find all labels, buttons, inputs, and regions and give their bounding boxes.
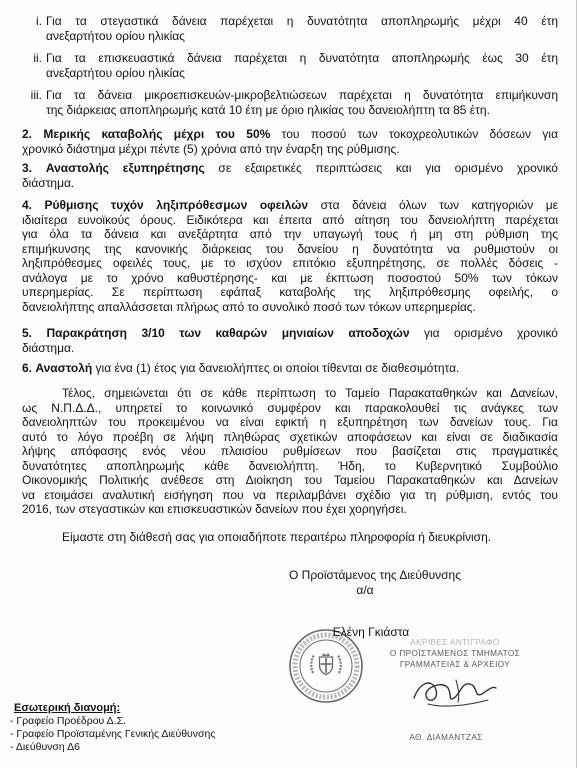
subitem-label: i. (36, 14, 42, 28)
stamp-line: ΓΡΑΜΜΑΤΕΙΑΣ & ΑΡΧΕΙΟΥ (399, 660, 511, 669)
item-2 (22, 127, 558, 156)
closing-paragraph (22, 386, 558, 517)
paragraph-line: 2016, των στεγαστικών και επισκευαστικών δανείων που έχει χορηγήσει. (22, 502, 407, 516)
subitem-i (22, 14, 558, 43)
availability-note: Είμαστε στη διάθεσή σας για οποιαδήποτε περαιτέρω πληροφορία ή διευκρίνιση. (62, 530, 492, 544)
item-text: στα δάνεια όλων των κατηγοριών με (320, 198, 559, 212)
item-line: διάστημα. (22, 340, 75, 355)
distribution-item: - Διεύθυνση Δ6 (10, 741, 80, 753)
item-5 (22, 326, 558, 355)
distribution-heading: Εσωτερική διανομή: (14, 702, 121, 714)
paragraph-line: Οικονομικής Πολιτικής ανέθεσε στη Διοίκηση του Ταμείου Παρακαταθηκών και Δανείων (22, 473, 558, 487)
signatory-role: Ο Προϊστάμενος της Διεύθυνσης (288, 568, 462, 582)
item-line (22, 161, 558, 176)
item-line (22, 198, 558, 213)
item-text: σε εξαιρετικές περιπτώσεις και για ορισμένο χρονικό (218, 161, 558, 175)
item-text: για ένα (1) έτος για δανειολήπτες οι οποίοι τίθενται σε διαθεσιμότητα. (95, 361, 460, 375)
item-6 (22, 361, 558, 376)
signatory-name: Ελένη Γκιάστα (332, 625, 410, 639)
stamp-line: Ο ΠΡΟΪΣΤΑΜΕΝΟΣ ΤΜΗΜΑΤΟΣ (389, 649, 521, 658)
item-line: διάστημα. (22, 175, 75, 190)
item-text: για ορισμένο χρονικό (424, 326, 558, 340)
handwritten-signature (408, 668, 500, 714)
item-number: 6. (22, 361, 33, 375)
item-line: ληξιπρόθεσμες οφειλές τους, με το ισχύον επιτόκιο εξυπηρέτησης, σε πολλές δόσεις - (22, 256, 558, 270)
item-line (22, 326, 558, 341)
on-behalf-mark: α/α (356, 583, 374, 597)
subitem-iii (22, 88, 558, 117)
item-heading: Ρύθμισης τυχόν ληξιπρόθεσμων οφειλών (44, 198, 309, 212)
item-line (22, 361, 558, 376)
subitem-line: της διάρκειας αποπληρωμής κατά 10 έτη με όριο ηλικίας του δανειολήπτη τα 85 έτη. (46, 102, 490, 117)
paragraph-line: Τέλος, σημειώνεται ότι σε κάθε περίπτωση το Ταμείο Παρακαταθηκών και Δανείων, (62, 386, 558, 400)
paragraph-line: αυτό το λόγο προέβη σε λήψη πληθώρας σχετικών αποφάσεων και είναι σε διαδικασία (22, 429, 558, 444)
item-number: 2. (22, 127, 33, 141)
item-heading: Αναστολή (35, 361, 93, 375)
item-4 (22, 198, 558, 314)
subitem-line: ανεξαρτήτου ορίου ηλικίας (46, 28, 185, 43)
subitem-ii (22, 51, 558, 80)
stamp-line: ΑΚΡΙΒΕΣ ΑΝΤΙΓΡΑΦΟ (410, 638, 500, 647)
item-heading: Αναστολής εξυπηρέτησης (45, 161, 205, 175)
subitem-line: Για τα στεγαστικά δάνεια παρέχεται η δυνατότητα αποπληρωμής μέχρι 40 έτη (46, 14, 558, 28)
item-line (22, 127, 558, 142)
paragraph-line: ως Ν.Π.Δ.Δ., υπηρετεί το κοινωνικό συμφέρον και παρακολουθεί τις ανάγκες των (22, 400, 558, 415)
paragraph-line: δυνατότητες αποπληρωμής κάθε δανειολήπτη. Ήδη, το Κυβερνητικό Συμβούλιο (22, 458, 558, 473)
copy-stamp (380, 637, 530, 670)
item-number: 4. (22, 198, 33, 212)
stamp-signatory: ΑΘ. ΔΙΑΜΑΝΤΖΑΣ (409, 733, 483, 742)
subitem-label: ii. (33, 51, 42, 65)
scan-edge-line (576, 0, 577, 768)
item-line: ιδιαίτερα ευνοϊκούς όρους. Ειδικότερα και έπειτα από αίτηση του δανειολήπτη παρέχεται (22, 212, 558, 227)
item-3 (22, 161, 558, 190)
subitem-line: Για τα δάνεια μικροεπισκευών-μικροβελτιώσεων παρέχεται η δυνατότητα επιμήκυνση (46, 88, 558, 102)
item-text: του ποσού των τοκοχρεολυτικών δόσεων για (281, 127, 559, 141)
seal-crest (311, 653, 341, 675)
subitem-label: iii. (30, 88, 42, 102)
subitem-line: ανεξαρτήτου ορίου ηλικίας (46, 65, 185, 80)
item-line: χρονικό διάστημα μέχρι πέντε (5) χρόνια από την έναρξη της ρύθμισης. (22, 141, 400, 156)
paragraph-line: δανειοληπτών του προκειμένου να είναι εφικτή η εξυπηρέτηση των δανείων τους. Για (22, 415, 558, 429)
subitem-line: Για τα επισκευαστικά δάνεια παρέχεται η δυνατότητα αποπληρωμής έως 30 έτη (46, 51, 558, 65)
item-line: επιμήκυνσης της κανονικής διάρκειας του δανείου η δυνατότητα να ρυθμιστούν οι (22, 241, 558, 256)
item-number: 5. (22, 326, 33, 340)
item-number: 3. (22, 161, 33, 175)
paragraph-line: να ετοιμάσει αναλυτική εισήγηση που να περιλαμβάνει σχέδιο για τη ρύθμιση, εντός του (22, 487, 558, 502)
item-heading: Μερικής καταβολής μέχρι του 50% (43, 127, 271, 141)
distribution-item: - Γραφείο Προϊσταμένης Γενικής Διεύθυνσης (10, 728, 216, 740)
item-line: ανάλογα με το χρόνο καθυστέρησης- και με έκπτωση ποσοστού 50% των τόκων (22, 270, 558, 285)
paragraph-line: λήψης απόφασης ενός νέου πλαισίου ρυθμίσεων που βασίζεται στις πραγματικές (22, 444, 558, 458)
item-line: για όλα τα δάνεια και ανεξάρτητα από την υπαγωγή τους ή μη στη ρύθμιση της (22, 227, 558, 241)
distribution-item: - Γραφείο Προέδρου Δ.Σ. (10, 715, 126, 727)
item-line: δανειολήπτης απαλλάσσεται πλήρως από το συνολικό ποσό των τόκων υπερημερίας. (22, 299, 476, 314)
item-line: υπερημερίας. Σε περίπτωση εφάπαξ καταβολής της ληξιπρόθεσμης οφειλής, ο (22, 285, 558, 299)
item-heading: Παρακράτηση 3/10 των καθαρών μηνιαίων αποδοχών (46, 326, 410, 340)
